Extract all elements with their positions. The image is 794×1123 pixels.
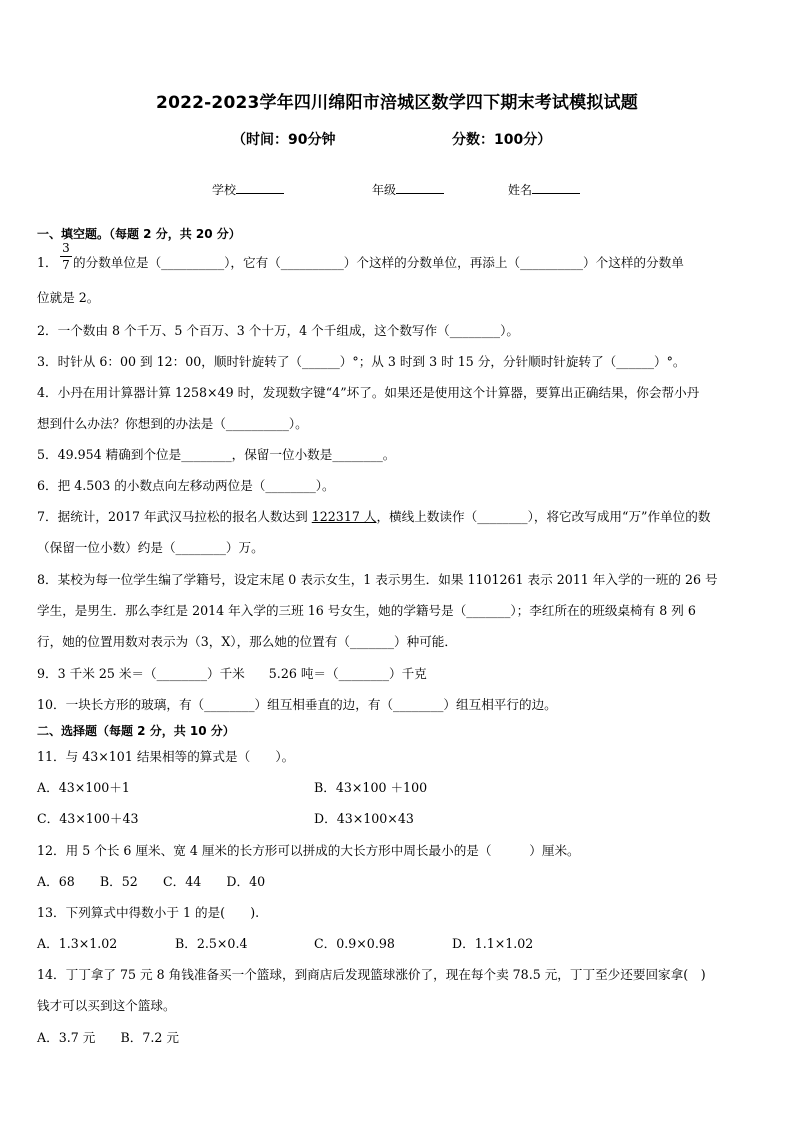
question-13-option-a: A．1.3×1.02 — [37, 936, 118, 951]
question-2: 2．一个数由 8 个千万、5 个百万、3 个十万，4 个千组成，这个数写作（________）。 — [37, 323, 519, 338]
fraction-bar — [60, 256, 72, 257]
question-7-text-b: ，横线上数读作（________），将它改写成用“万”作单位的数 — [376, 509, 711, 524]
question-10: 10．一块长方形的玻璃，有（________）组互相垂直的边，有（________）组互相平行的边。 — [37, 697, 557, 712]
question-1-number: 1． — [37, 255, 58, 270]
question-7-text-a: 7．据统计，2017 年武汉马拉松的报名人数达到 — [37, 509, 312, 524]
school-field — [212, 181, 284, 198]
question-4-line-2: 想到什么办法？你想到的办法是（__________）。 — [37, 416, 308, 431]
question-8-line-1: 8．某校为每一位学生编了学籍号，设定末尾 0 表示女生，1 表示男生．如果 1101261 表示 2011 年入学的一班的 26 号 — [37, 572, 718, 587]
question-3: 3．时针从 6：00 到 12：00，顺时针旋转了（______）°；从 3 时到 3 时 15 分，分针顺时针旋转了（______）°。 — [37, 354, 686, 369]
exam-time: （时间：90分钟 — [232, 132, 336, 148]
grade-label: 年级 — [372, 183, 397, 197]
school-label: 学校 — [212, 183, 237, 197]
question-13-option-b: B．2.5×0.4 — [175, 936, 248, 951]
question-11: 11．与 43×101 结果相等的算式是（ ）。 — [37, 749, 295, 764]
question-7-line-2: （保留一位小数）约是（________）万。 — [37, 540, 264, 555]
question-13-option-d: D．1.1×1.02 — [452, 936, 534, 951]
question-14-line-1: 14．丁丁拿了 75 元 8 角钱准备买一个篮球，到商店后发现篮球涨价了，现在每个卖 78.5 元，丁丁至少还要回家拿( ) — [37, 967, 706, 982]
question-6: 6．把 4.503 的小数点向左移动两位是（________）。 — [37, 478, 335, 493]
question-11-option-d: D．43×100×43 — [314, 811, 414, 826]
fraction-numerator: 3 — [62, 241, 70, 255]
school-blank — [236, 181, 284, 194]
question-13-option-c: C．0.9×0.98 — [314, 936, 395, 951]
name-field — [508, 181, 580, 198]
question-1-line-1: 的分数单位是（__________），它有（__________）个这样的分数单位，再添上（__________）个这样的分数单 — [73, 255, 684, 270]
question-7-underlined-number: 122317 人 — [311, 509, 377, 524]
page-title: 2022-2023学年四川绵阳市涪城区数学四下期末考试模拟试题 — [156, 93, 638, 113]
question-13: 13．下列算式中得数小于 1 的是( ). — [37, 905, 260, 920]
question-14-options: A．3.7 元 B．7.2 元 — [37, 1030, 179, 1045]
grade-blank — [396, 181, 444, 194]
question-4-line-1: 4．小丹在用计算器计算 1258×49 时，发现数字键“4”坏了。如果还是使用这个计算器，要算出正确结果，你会帮小丹 — [37, 385, 700, 400]
name-label: 姓名 — [508, 183, 533, 197]
question-1-line-2: 位就是 2。 — [37, 290, 100, 305]
question-12-options: A．68 B．52 C．44 D．40 — [37, 874, 266, 889]
question-14-line-2: 钱才可以买到这个篮球。 — [37, 998, 176, 1013]
fraction-three-sevenths — [60, 241, 72, 272]
exam-score: 分数：100分） — [452, 132, 552, 148]
question-11-option-c: C．43×100＋43 — [37, 811, 139, 826]
question-5: 5．49.954 精确到个位是________，保留一位小数是________。 — [37, 447, 396, 462]
section-choice-heading: 二、选择题（每题 2 分，共 10 分） — [37, 724, 235, 738]
question-9: 9．3 千米 25 米＝（________）千米 5.26 吨＝（________）千克 — [37, 666, 427, 681]
question-7-line-1 — [37, 509, 710, 525]
question-8-line-2: 学生，是男生．那么李红是 2014 年入学的三班 16 号女生，她的学籍号是（_______）；李红所在的班级桌椅有 8 列 6 — [37, 603, 696, 618]
question-11-option-b: B．43×100 ＋100 — [314, 780, 428, 795]
question-8-line-3: 行，她的位置用数对表示为（3，X），那么她的位置有（_______）种可能． — [37, 634, 457, 649]
section-fill-blank-heading: 一、填空题。（每题 2 分，共 20 分） — [37, 227, 241, 241]
question-11-option-a: A．43×100＋1 — [37, 780, 130, 795]
grade-field — [372, 181, 444, 198]
fraction-denominator: 7 — [62, 258, 70, 272]
name-blank — [532, 181, 580, 194]
question-12: 12．用 5 个长 6 厘米、宽 4 厘米的长方形可以拼成的大长方形中周长最小的是（ ）厘米。 — [37, 843, 580, 858]
